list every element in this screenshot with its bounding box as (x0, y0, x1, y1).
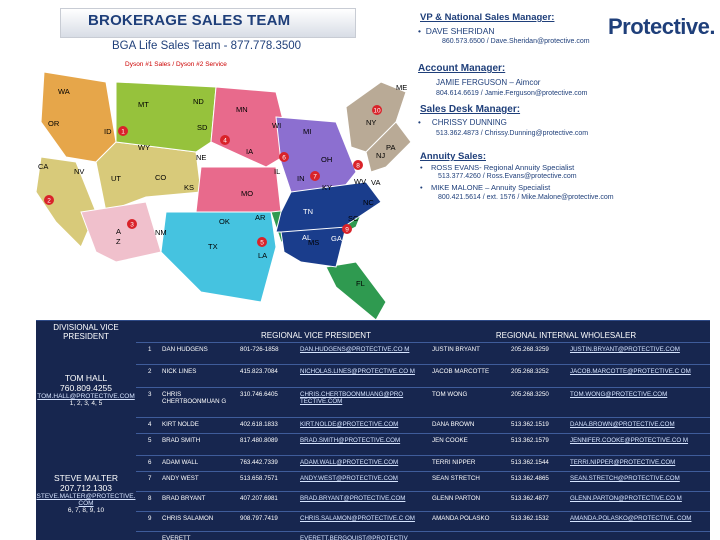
map-note: Dyson #1 Sales / Dyson #2 Service (125, 61, 227, 68)
row-number: 2 (148, 368, 152, 375)
state-label-nj: NJ (376, 151, 386, 160)
row-number: 5 (148, 437, 152, 444)
state-label-sd: SD (197, 123, 208, 132)
state-label-tx: TX (208, 242, 218, 251)
state-label-ny: NY (366, 118, 377, 127)
state-label-az2: Z (116, 237, 121, 246)
row-divider (136, 531, 710, 532)
wholesaler-name: JACOB MARCOTTE (432, 368, 490, 375)
state-label-nc: NC (363, 198, 374, 207)
region-8-fl (326, 262, 386, 320)
region-marker-6: 6 (282, 154, 286, 162)
wholesaler-phone: 205.268.3252 (511, 368, 549, 375)
rvp-phone: 407.207.6981 (240, 495, 278, 502)
account-manager-contact: 804.614.6619 / Jamie.Ferguson@protective.com (436, 90, 588, 97)
state-label-in: IN (297, 174, 305, 183)
state-label-id: ID (104, 127, 112, 136)
rvp-email[interactable]: BRAD.BRYANT@PROTECTIVE.COM (300, 495, 406, 502)
state-label-wa: WA (58, 87, 70, 96)
wholesaler-email[interactable]: JUSTIN.BRYANT@PROTECTIVE.COM (570, 346, 680, 353)
rvp-name: ANDY WEST (162, 475, 199, 482)
rvp-email[interactable]: KIRT.NOLDE@PROTECTIVE.COM (300, 421, 399, 428)
row-divider (136, 511, 710, 512)
state-label-ne: NE (196, 153, 207, 162)
rvp-email[interactable]: BRAD.SMITH@PROTECTIVE.COM (300, 437, 401, 444)
rvp-email[interactable]: ANDY.WEST@PROTECTIVE.COM (300, 475, 398, 482)
vp-name: • DAVE SHERIDAN (418, 26, 495, 36)
table-row (136, 389, 710, 411)
protective-logo: Protective. (608, 14, 715, 39)
wholesaler-phone: 513.362.1519 (511, 421, 549, 428)
state-label-ut: UT (111, 174, 121, 183)
rvp-name: NICK LINES (162, 368, 197, 375)
rvp-name: CHRIS SALAMON (162, 515, 214, 522)
divisional-vp-1: TOM HALL 760.809.4255 TOM.HALL@PROTECTIVE.COM 1, 2, 3, 4, 5 (37, 373, 135, 407)
wholesaler-email[interactable]: JACOB.MARCOTTE@PROTECTIVE.C OM (570, 368, 691, 375)
rvp-name: EVERETT (162, 535, 191, 540)
rvp-phone: 908.797.7419 (240, 515, 278, 522)
region-marker-8: 8 (356, 162, 360, 170)
state-label-la: LA (258, 251, 268, 260)
divisional-vp-2: STEVE MALTER 207.712.1303 STEVE.MALTER@PROTECTIVE. COM 6, 7, 8, 9, 10 (36, 473, 136, 514)
state-label-fl: FL (356, 279, 365, 288)
us-sales-region-map (36, 62, 416, 320)
row-divider (136, 471, 710, 472)
account-manager-name: JAMIE FERGUSON – Aimcor (436, 78, 541, 87)
state-label-mi: MI (303, 127, 312, 136)
state-label-mo: MO (241, 189, 254, 198)
vp-heading: VP & National Sales Manager: (420, 12, 555, 23)
wholesaler-email[interactable]: GLENN.PARTON@PROTECTIVE.CO M (570, 495, 682, 502)
state-label-ok: OK (219, 217, 230, 226)
rvp-name: ADAM WALL (162, 459, 199, 466)
row-number: 1 (148, 346, 152, 353)
row-number: 4 (148, 421, 152, 428)
rvp-phone: 817.480.8089 (240, 437, 278, 444)
state-label-wy: WY (138, 143, 151, 152)
region-marker-10: 10 (373, 107, 381, 115)
state-label-tn: TN (303, 207, 313, 216)
wholesaler-email[interactable]: DANA.BROWN@PROTECTIVE.COM (570, 421, 675, 428)
state-label-mn: MN (236, 105, 248, 114)
row-divider (136, 491, 710, 492)
rvp-phone: 513.658.7571 (240, 475, 278, 482)
row-number: 9 (148, 515, 152, 522)
region-marker-1: 1 (121, 128, 125, 136)
wholesaler-name: TOM WONG (432, 391, 468, 398)
header-divisional: DIVISIONAL VICE PRESIDENT (53, 323, 119, 341)
sales-desk-heading: Sales Desk Manager: (420, 104, 521, 115)
rvp-name: BRAD SMITH (162, 437, 201, 444)
row-number: 3 (148, 391, 152, 398)
table-row (136, 533, 710, 540)
state-label-ar: AR (255, 213, 266, 222)
wholesaler-phone: 513.362.4865 (511, 475, 549, 482)
table-row (136, 366, 710, 388)
region-marker-2: 2 (47, 197, 51, 205)
page-subtitle: BGA Life Sales Team - 877.778.3500 (112, 40, 302, 52)
wholesaler-phone: 513.362.1532 (511, 515, 549, 522)
state-label-sc: SC (348, 214, 359, 223)
state-label-co: CO (155, 173, 167, 182)
table-row (136, 435, 710, 457)
region-marker-9: 9 (345, 226, 349, 234)
account-manager-heading: Account Manager: (418, 63, 506, 74)
table-row (136, 344, 710, 366)
row-divider (136, 433, 710, 434)
state-label-mt: MT (138, 100, 149, 109)
annuity-contact: 800.421.5614 / ext. 1576 / Mike.Malone@protective.com (438, 194, 614, 201)
region-marker-3: 3 (130, 221, 134, 229)
row-divider (136, 417, 710, 418)
state-label-il: IL (274, 167, 281, 176)
row-divider (136, 342, 710, 343)
annuity-heading: Annuity Sales: (420, 151, 486, 162)
rvp-phone: 310.746.6405 (240, 391, 278, 398)
sales-desk-name: • CHRISSY DUNNING (418, 118, 507, 127)
wholesaler-email[interactable]: TERRI.NIPPER@PROTECTIVE.COM (570, 459, 676, 466)
rvp-phone: 415.823.7084 (240, 368, 278, 375)
wholesaler-phone: 205.268.3259 (511, 346, 549, 353)
region-9-south (281, 227, 346, 267)
rvp-name: DAN HUDGENS (162, 346, 208, 353)
rvp-email[interactable]: NICHOLAS.LINES@PROTECTIVE.CO M (300, 368, 415, 375)
row-number: 8 (148, 495, 152, 502)
wholesaler-name: SEAN STRETCH (432, 475, 480, 482)
state-label-ia: IA (246, 147, 254, 156)
wholesaler-phone: 513.362.1544 (511, 459, 549, 466)
row-number: 6 (148, 459, 152, 466)
state-label-me: ME (396, 83, 408, 92)
wholesaler-name: JUSTIN BRYANT (432, 346, 480, 353)
row-divider (136, 364, 710, 365)
row-number: 7 (148, 475, 152, 482)
region-6-south (196, 167, 281, 212)
wholesaler-email[interactable]: AMANDA.POLASKO@PROTECTIVE. COM (570, 515, 692, 522)
wholesaler-email[interactable]: TOM.WONG@PROTECTIVE.COM (570, 391, 668, 398)
annuity-item: • ROSS EVANS- Regional Annuity Specialist (420, 163, 575, 172)
region-1 (41, 72, 116, 162)
header-regional: REGIONAL VICE PRESIDENT (261, 331, 371, 340)
state-label-ks: KS (184, 183, 195, 192)
region-marker-5: 5 (260, 239, 264, 247)
state-label-ca: CA (38, 162, 49, 171)
row-divider (136, 455, 710, 456)
state-label-or: OR (48, 119, 60, 128)
rvp-email[interactable]: CHRIS.SALAMON@PROTECTIVE.C OM (300, 515, 415, 522)
wholesaler-email[interactable]: JENNIFER.COOKE@PROTECTIVE.CO M (570, 437, 689, 444)
wholesaler-name: DANA BROWN (432, 421, 475, 428)
rvp-email[interactable]: ADAM.WALL@PROTECTIVE.COM (300, 459, 399, 466)
state-label-ga: GA (331, 234, 342, 243)
rvp-email[interactable]: EVERETT.BERGQUIST@PROTECTIV (300, 535, 408, 540)
wholesaler-name: JEN COOKE (432, 437, 468, 444)
wholesaler-email[interactable]: SEAN.STRETCH@PROTECTIVE.COM (570, 475, 680, 482)
state-label-va: VA (371, 178, 381, 187)
state-label-ky: KY (322, 183, 333, 192)
region-marker-4: 4 (223, 137, 227, 145)
state-label-al: AL (302, 233, 312, 242)
wholesaler-phone: 513.362.1579 (511, 437, 549, 444)
state-label-nv: NV (74, 167, 85, 176)
rvp-name: BRAD BRYANT (162, 495, 206, 502)
wholesaler-name: AMANDA POLASKO (432, 515, 490, 522)
rvp-email[interactable]: DAN.HUDGENS@PROTECTIVE.CO M (300, 346, 410, 353)
state-label-ms: MS (308, 238, 320, 247)
wholesaler-name: TERRI NIPPER (432, 459, 476, 466)
state-label-pa: PA (386, 143, 396, 152)
state-label-wi: WI (272, 121, 282, 130)
state-label-oh: OH (321, 155, 333, 164)
rvp-name: CHRIS CHERTBOONMUAN G (162, 391, 227, 405)
rvp-email[interactable]: CHRIS.CHERTBOONMUANG@PRO TECTIVE.COM (300, 391, 404, 405)
sales-desk-contact: 513.362.4873 / Chrissy.Dunning@protective.com (436, 130, 589, 137)
wholesaler-name: GLENN PARTON (432, 495, 481, 502)
wholesaler-phone: 205.268.3250 (511, 391, 549, 398)
state-label-nm: NM (155, 228, 167, 237)
annuity-contact: 513.377.4260 / Ross.Evans@protective.com (438, 173, 577, 180)
header-wholesaler: REGIONAL INTERNAL WHOLESALER (495, 331, 637, 340)
row-divider (136, 387, 710, 388)
region-4 (116, 82, 216, 152)
annuity-item: • MIKE MALONE – Annuity Specialist (420, 183, 551, 192)
sales-team-table (36, 320, 710, 540)
rvp-phone: 402.618.1833 (240, 421, 278, 428)
vp-contact: 860.573.6500 / Dave.Sheridan@protective.com (442, 38, 590, 45)
rvp-phone: 801-726-1858 (240, 346, 279, 353)
page-title: BROKERAGE SALES TEAM (88, 12, 291, 29)
state-label-wv: WV (354, 177, 367, 186)
rvp-phone: 763.442.7339 (240, 459, 278, 466)
state-label-nd: ND (193, 97, 204, 106)
rvp-name: KIRT NOLDE (162, 421, 199, 428)
region-marker-7: 7 (313, 173, 317, 181)
wholesaler-phone: 513.362.4877 (511, 495, 549, 502)
state-label-az: A (116, 227, 122, 236)
